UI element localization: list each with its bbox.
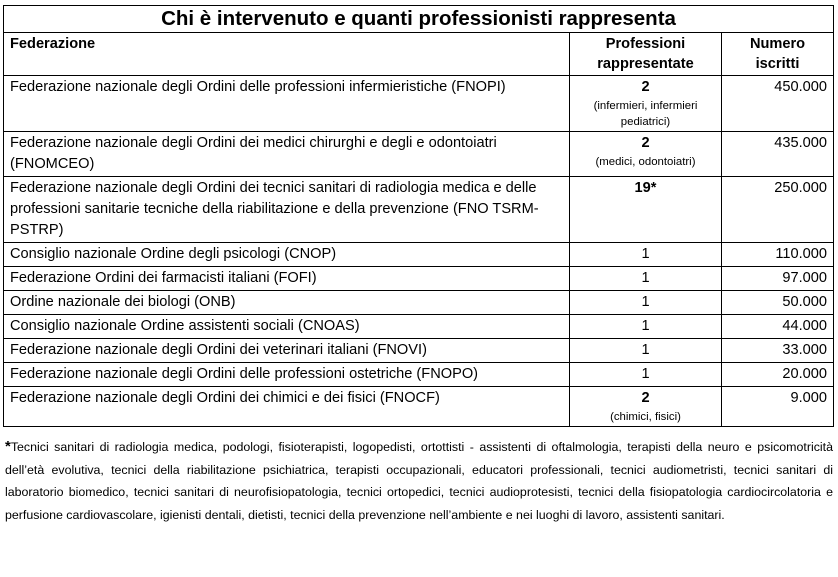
professions-cell — [570, 243, 722, 267]
professions-cell — [570, 363, 722, 387]
table-row — [4, 363, 834, 387]
professions-cell — [570, 315, 722, 339]
professions-cell — [570, 291, 722, 315]
header-federation: Federazione — [4, 33, 570, 76]
federation-name: Federazione nazionale degli Ordini delle professioni infermieristiche (FNOPI) — [4, 76, 570, 132]
table-row — [4, 291, 834, 315]
professions-count: 1 — [641, 318, 650, 334]
members-count: 450.000 — [722, 76, 834, 132]
federation-name: Federazione nazionale degli Ordini dei chimici e dei fisici (FNOCF) — [4, 387, 570, 427]
federation-name: Federazione nazionale degli Ordini delle professioni ostetriche (FNOPO) — [4, 363, 570, 387]
professions-count: 2 — [641, 135, 650, 151]
members-count: 20.000 — [722, 363, 834, 387]
header-row — [4, 33, 834, 76]
professions-count: 1 — [641, 270, 650, 286]
members-count: 33.000 — [722, 339, 834, 363]
professions-cell — [570, 339, 722, 363]
footnote-text: Tecnici sanitari di radiologia medica, podologi, fisioterapisti, logopedisti, ortottisti - assistenti di oftalmologia, terapisti della neuro e psicomotricità dell’età evolutiva, tecnici della riabilitazione psichiatrica, terapisti occupazionali, educatori professionali, tecnici audiometristi, tecnici sanitari di laboratorio biomedico, tecnici sanitari di neurofisiopatologia, tecnici ortopedici, tecnici audioprotesisti, tecnici della fisiopatologia cardiocircolatoria e perfusione cardiovascolare, igienisti dentali, dietisti, tecnici della prevenzione nell’ambiente e nei luoghi di lavoro, assistenti sanitari. — [5, 440, 833, 522]
footnote-marker: * — [5, 438, 11, 455]
professions-count: 1 — [641, 366, 650, 382]
professions-detail: (chimici, fisici) — [610, 411, 681, 423]
federation-name: Ordine nazionale dei biologi (ONB) — [4, 291, 570, 315]
table-row — [4, 243, 834, 267]
professions-cell — [570, 132, 722, 177]
professions-count: 1 — [641, 294, 650, 310]
members-count: 97.000 — [722, 267, 834, 291]
professions-detail: (infermieri, infermieri pediatrici) — [593, 100, 698, 128]
table-row — [4, 177, 834, 243]
professions-cell — [570, 387, 722, 427]
federation-name: Federazione nazionale degli Ordini dei tecnici sanitari di radiologia medica e delle professioni sanitarie tecniche della riabilitazione e della prevenzione (FNO TSRM-PSTRP) — [4, 177, 570, 243]
members-count: 435.000 — [722, 132, 834, 177]
professions-count: 2 — [641, 390, 650, 406]
professions-count: 2 — [641, 79, 650, 95]
members-count: 110.000 — [722, 243, 834, 267]
professions-cell — [570, 267, 722, 291]
members-count: 44.000 — [722, 315, 834, 339]
table-row — [4, 339, 834, 363]
table-row — [4, 132, 834, 177]
table-title: Chi è intervenuto e quanti professionisti rappresenta — [4, 6, 834, 33]
document — [3, 5, 835, 526]
table-row — [4, 76, 834, 132]
professions-count: 1 — [641, 246, 650, 262]
federation-name: Consiglio nazionale Ordine assistenti sociali (CNOAS) — [4, 315, 570, 339]
header-members: Numero iscritti — [722, 33, 834, 76]
header-professions: Professioni rappresentate — [570, 33, 722, 76]
professions-cell — [570, 177, 722, 243]
federations-table — [3, 5, 834, 427]
federation-name: Federazione nazionale degli Ordini dei medici chirurghi e degli e odontoiatri (FNOMCEO) — [4, 132, 570, 177]
professions-cell — [570, 76, 722, 132]
federation-name: Federazione nazionale degli Ordini dei veterinari italiani (FNOVI) — [4, 339, 570, 363]
members-count: 250.000 — [722, 177, 834, 243]
table-row — [4, 387, 834, 427]
members-count: 50.000 — [722, 291, 834, 315]
federation-name: Consiglio nazionale Ordine degli psicologi (CNOP) — [4, 243, 570, 267]
federation-name: Federazione Ordini dei farmacisti italiani (FOFI) — [4, 267, 570, 291]
professions-count: 1 — [641, 342, 650, 358]
footnote — [3, 436, 835, 526]
table-row — [4, 315, 834, 339]
members-count: 9.000 — [722, 387, 834, 427]
professions-detail: (medici, odontoiatri) — [595, 156, 696, 168]
table-body — [4, 76, 834, 427]
professions-count: 19* — [634, 180, 657, 196]
table-row — [4, 267, 834, 291]
